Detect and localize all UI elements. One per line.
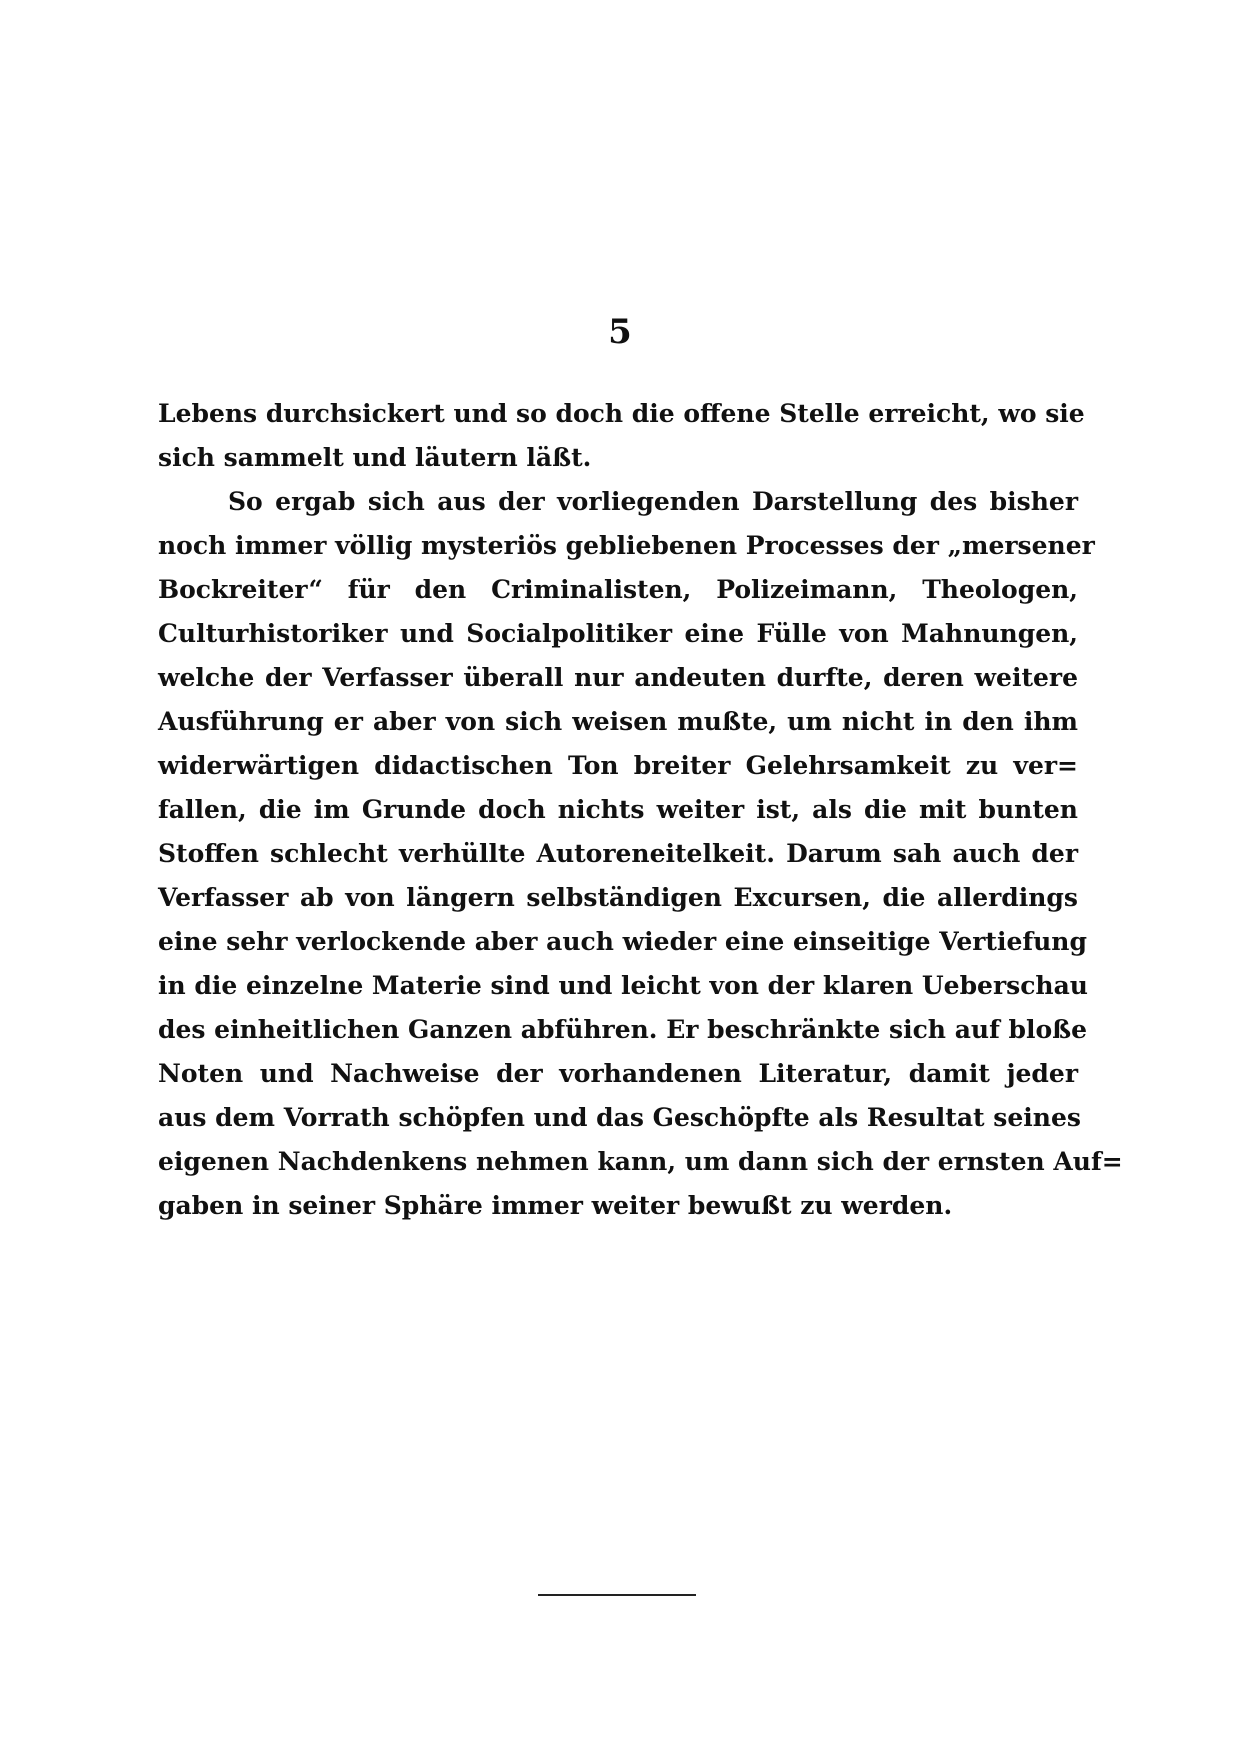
text-line: sich sammelt und läutern läßt. bbox=[158, 443, 592, 472]
text-line: Verfasser ab von längern selbständigen Excursen, die allerdings bbox=[158, 883, 1078, 912]
text-line: Bockreiter“ für den Criminalisten, Polizeimann, Theologen, bbox=[158, 575, 1078, 604]
text-line: welche der Verfasser überall nur andeuten durfte, deren weitere bbox=[158, 663, 1078, 692]
section-divider bbox=[538, 1594, 696, 1596]
text-line: Noten und Nachweise der vorhandenen Literatur, damit jeder bbox=[158, 1059, 1078, 1088]
paragraph-start-line: So ergab sich aus der vorliegenden Darstellung des bisher bbox=[228, 487, 1078, 516]
text-line: Lebens durchsickert und so doch die offene Stelle erreicht, wo sie bbox=[158, 399, 1085, 428]
text-line: in die einzelne Materie sind und leicht von der klaren Ueberschau bbox=[158, 971, 1088, 1000]
page-number: 5 bbox=[608, 312, 632, 352]
text-line: aus dem Vorrath schöpfen und das Geschöpfte als Resultat seines bbox=[158, 1103, 1081, 1132]
body-text bbox=[158, 392, 1123, 1228]
text-line: gaben in seiner Sphäre immer weiter bewußt zu werden. bbox=[158, 1191, 953, 1220]
text-line: Culturhistoriker und Socialpolitiker eine Fülle von Mahnungen, bbox=[158, 619, 1078, 648]
text-line: des einheitlichen Ganzen abführen. Er beschränkte sich auf bloße bbox=[158, 1015, 1088, 1044]
text-line: Stoffen schlecht verhüllte Autoreneitelkeit. Darum sah auch der bbox=[158, 839, 1078, 868]
text-line: Ausführung er aber von sich weisen mußte, um nicht in den ihm bbox=[158, 707, 1078, 736]
text-line: eine sehr verlockende aber auch wieder eine einseitige Vertiefung bbox=[158, 927, 1087, 956]
text-line: fallen, die im Grunde doch nichts weiter ist, als die mit bunten bbox=[158, 795, 1078, 824]
text-line: widerwärtigen didactischen Ton breiter Gelehrsamkeit zu ver= bbox=[158, 751, 1078, 780]
text-line: eigenen Nachdenkens nehmen kann, um dann sich der ernsten Auf= bbox=[158, 1147, 1123, 1176]
text-line: noch immer völlig mysteriös gebliebenen Processes der „mersener bbox=[158, 531, 1095, 560]
